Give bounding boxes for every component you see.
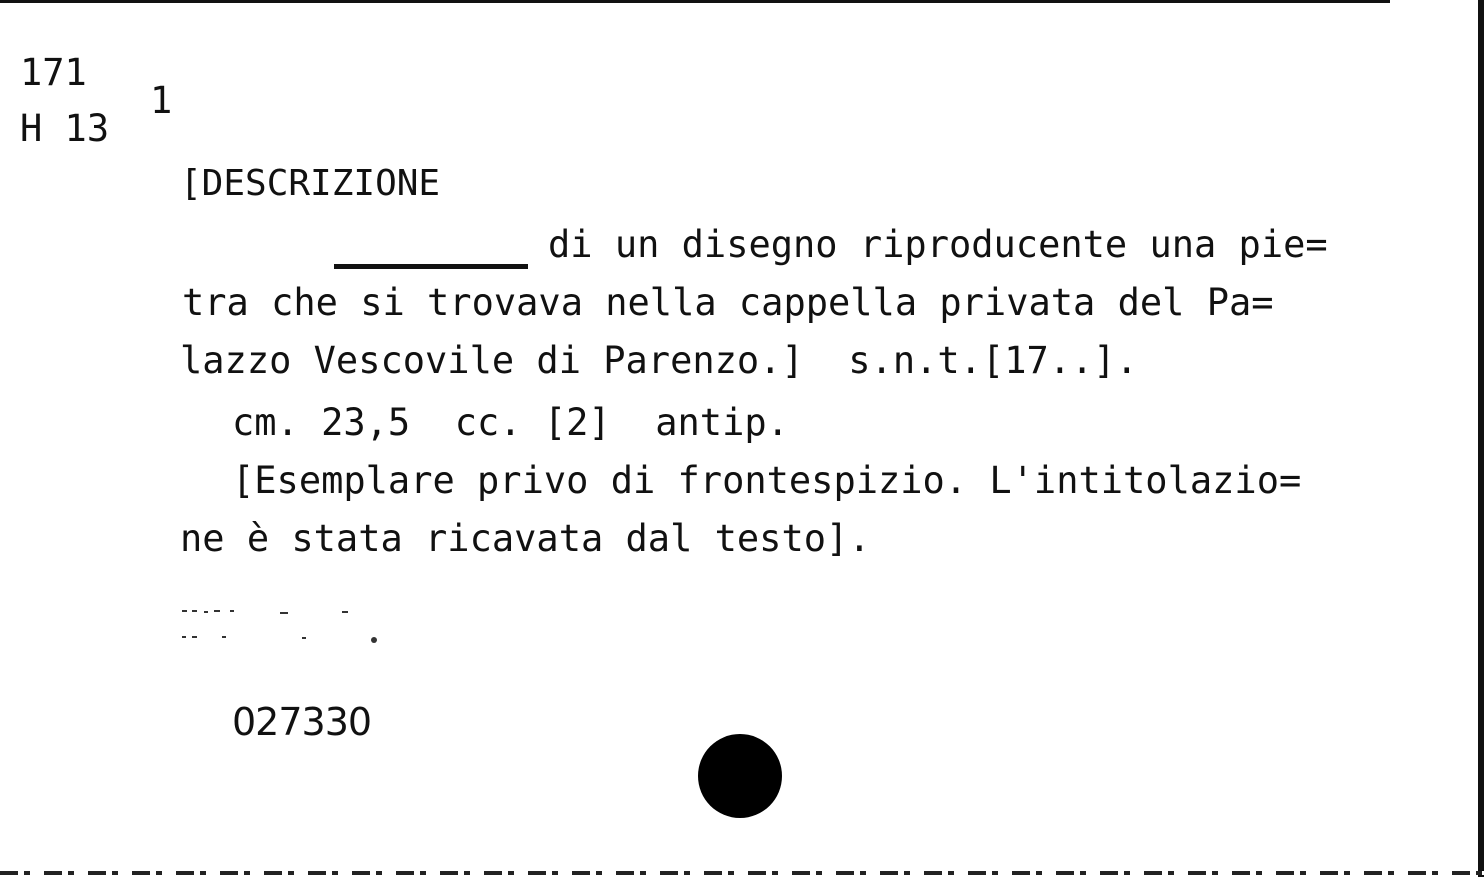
copy-number: 1 bbox=[150, 79, 173, 122]
shelfmark-line-2: H 13 bbox=[20, 107, 110, 150]
description-line-3: lazzo Vescovile di Parenzo.] s.n.t.[17..]. bbox=[180, 339, 1138, 382]
inventory-number: 027330 bbox=[232, 700, 372, 744]
note-line-1: [Esemplare privo di frontespizio. L'intitolazio= bbox=[232, 459, 1302, 502]
card-top-edge bbox=[0, 0, 1390, 3]
description-line-1: di un disegno riproducente una pie= bbox=[548, 223, 1328, 266]
punch-hole bbox=[698, 734, 782, 818]
note-line-2: ne è stata ricavata dal testo]. bbox=[180, 517, 871, 560]
shelfmark-line-1: 171 bbox=[20, 51, 87, 94]
physical-description-line: cm. 23,5 cc. [2] antip. bbox=[232, 401, 789, 444]
description-line-2: tra che si trovava nella cappella privata del Pa= bbox=[182, 281, 1274, 324]
card-bottom-edge bbox=[0, 871, 1484, 875]
heading-dash-rule bbox=[334, 264, 528, 269]
card-right-edge bbox=[1478, 0, 1484, 877]
ink-specks bbox=[182, 600, 392, 650]
entry-heading: [DESCRIZIONE bbox=[180, 163, 441, 204]
